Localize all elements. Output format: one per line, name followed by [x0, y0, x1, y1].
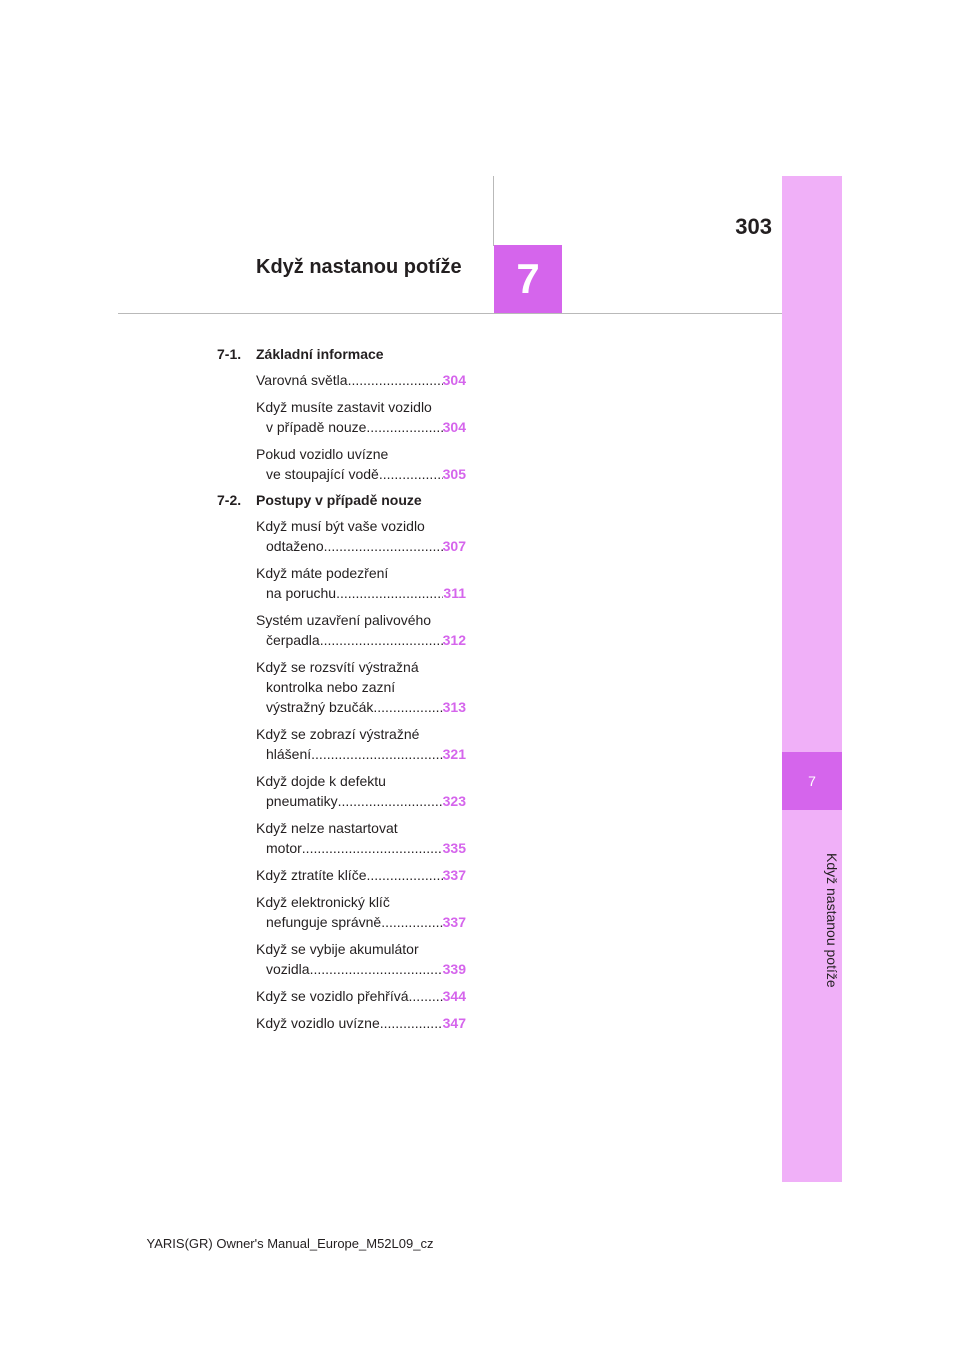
header-divider-vertical	[493, 176, 494, 246]
toc-entry-line	[256, 516, 466, 536]
toc-dot-leader	[324, 536, 443, 556]
toc-dot-leader	[311, 744, 442, 764]
toc-page-link[interactable]: 337	[442, 914, 466, 930]
toc-entry[interactable]	[256, 892, 466, 932]
toc-entry[interactable]	[256, 444, 466, 484]
toc-dot-leader	[310, 959, 443, 979]
toc-page-link[interactable]: 313	[442, 699, 466, 715]
toc-entry[interactable]	[256, 939, 466, 979]
toc-entry-line	[256, 838, 466, 858]
toc-entry-text: Systém uzavření palivového	[256, 612, 432, 628]
toc-entry[interactable]	[256, 818, 466, 858]
toc-dot-leader	[373, 697, 442, 717]
toc-entry-text: vozidla	[266, 961, 310, 977]
toc-section-number: 7-2.	[217, 492, 242, 508]
toc-dot-leader	[366, 865, 442, 885]
toc-entry-text: Když elektronický klíč	[256, 894, 390, 910]
toc-entry-text: ve stoupající vodě	[266, 466, 379, 482]
toc-entry-line	[256, 724, 466, 744]
toc-section-number: 7-1.	[217, 346, 242, 362]
toc-entry-line	[256, 818, 466, 838]
side-tab-chapter-number[interactable]: 7	[782, 752, 842, 810]
toc-page-link[interactable]: 323	[442, 793, 466, 809]
toc-entry-line	[256, 630, 466, 650]
toc-entry[interactable]	[256, 1013, 466, 1033]
toc-entry-text: hlášení	[266, 746, 312, 762]
toc-entry-line	[256, 657, 466, 677]
toc-entry-text: Když vozidlo uvízne	[256, 1015, 380, 1031]
toc-entry[interactable]	[256, 657, 466, 717]
toc-page-link[interactable]: 344	[442, 988, 466, 1004]
toc-entry-line	[256, 444, 466, 464]
toc-entry[interactable]	[256, 724, 466, 764]
toc-entry-line	[256, 959, 466, 979]
toc-entry-text: Když se rozsvítí výstražná	[256, 659, 419, 675]
table-of-contents	[200, 345, 470, 1040]
toc-entry[interactable]	[256, 771, 466, 811]
toc-section-heading	[200, 345, 470, 363]
toc-section-title: Postupy v případě nouze	[256, 492, 422, 508]
toc-entry-text: Když máte podezření	[256, 565, 389, 581]
toc-entry-text: Když musí být vaše vozidlo	[256, 518, 425, 534]
toc-entry-line	[256, 986, 466, 1006]
toc-entry-text: Když se vozidlo přehřívá	[256, 988, 409, 1004]
toc-entry-line	[256, 1013, 466, 1033]
toc-entry[interactable]	[256, 610, 466, 650]
toc-page-link[interactable]: 337	[442, 867, 466, 883]
page-number: 303	[735, 214, 772, 239]
toc-entry[interactable]	[256, 865, 466, 885]
toc-entry[interactable]	[256, 986, 466, 1006]
side-tab-strip	[782, 176, 842, 1182]
toc-entry-line	[256, 912, 466, 932]
toc-entry-text: Když se zobrazí výstražné	[256, 726, 420, 742]
toc-entry-line	[256, 464, 466, 484]
toc-entry-line	[256, 563, 466, 583]
toc-entry-text: nefunguje správně	[266, 914, 382, 930]
toc-entry-line	[256, 939, 466, 959]
toc-entry-text: v případě nouze	[266, 419, 367, 435]
toc-entry-text: Když nelze nastartovat	[256, 820, 398, 836]
toc-page-link[interactable]: 335	[442, 840, 466, 856]
toc-entry-line	[256, 677, 466, 697]
toc-entry-line	[256, 892, 466, 912]
toc-page-link[interactable]: 347	[442, 1015, 466, 1031]
toc-page-link[interactable]: 311	[443, 585, 466, 601]
toc-entry-line	[256, 536, 466, 556]
toc-dot-leader	[380, 1013, 443, 1033]
toc-dot-leader	[320, 630, 443, 650]
toc-entry-line	[256, 771, 466, 791]
toc-entry-text: Když se vybije akumulátor	[256, 941, 419, 957]
toc-entry-text: Když dojde k defektu	[256, 773, 386, 789]
toc-entry-line	[256, 417, 466, 437]
toc-page-link[interactable]: 307	[442, 538, 466, 554]
toc-page-link[interactable]: 312	[442, 632, 466, 648]
toc-dot-leader	[336, 583, 443, 603]
toc-dot-leader	[348, 370, 443, 390]
toc-entry-text: výstražný bzučák	[266, 699, 374, 715]
toc-page-link[interactable]: 321	[442, 746, 466, 762]
toc-page-link[interactable]: 304	[442, 372, 466, 388]
toc-section-title: Základní informace	[256, 346, 384, 362]
toc-dot-leader	[366, 417, 442, 437]
toc-entry[interactable]	[256, 397, 466, 437]
toc-entry-line	[256, 583, 466, 603]
toc-entry[interactable]	[256, 370, 466, 390]
toc-dot-leader	[379, 464, 443, 484]
toc-entry-text: Když ztratíte klíče	[256, 867, 367, 883]
toc-entry-line	[256, 370, 466, 390]
toc-entry-line	[256, 397, 466, 417]
toc-dot-leader	[338, 791, 443, 811]
toc-page-link[interactable]: 305	[442, 466, 466, 482]
chapter-number-box: 7	[494, 245, 562, 313]
toc-page-link[interactable]: 304	[442, 419, 466, 435]
toc-entry-line	[256, 697, 466, 717]
toc-dot-leader	[381, 912, 442, 932]
toc-entry-line	[256, 744, 466, 764]
toc-entry-line	[256, 610, 466, 630]
toc-entry-line	[256, 865, 466, 885]
toc-entry-line	[256, 791, 466, 811]
toc-entry-text: Varovná světla	[256, 372, 348, 388]
toc-dot-leader	[409, 986, 443, 1006]
footer-manual-id: YARIS(GR) Owner's Manual_Europe_M52L09_cz	[146, 1236, 434, 1251]
side-tab-chapter-label: Když nastanou potíže	[824, 852, 840, 988]
toc-entry[interactable]	[256, 563, 466, 603]
toc-section-heading	[200, 491, 470, 509]
toc-entry-text: čerpadla	[266, 632, 320, 648]
toc-entry-text: odtaženo	[266, 538, 324, 554]
toc-entry-text: pneumatiky	[266, 793, 338, 809]
toc-entry-text: na poruchu	[266, 585, 337, 601]
toc-dot-leader	[302, 838, 443, 858]
toc-entry[interactable]	[256, 516, 466, 556]
chapter-title: Když nastanou potíže	[256, 256, 462, 278]
toc-entry-text: Pokud vozidlo uvízne	[256, 446, 389, 462]
toc-entry-text: motor	[266, 840, 302, 856]
toc-page-link[interactable]: 339	[442, 961, 466, 977]
toc-entry-text: Když musíte zastavit vozidlo	[256, 399, 432, 415]
toc-entry-text: kontrolka nebo zazní	[266, 679, 396, 695]
header-divider-horizontal	[118, 313, 782, 314]
